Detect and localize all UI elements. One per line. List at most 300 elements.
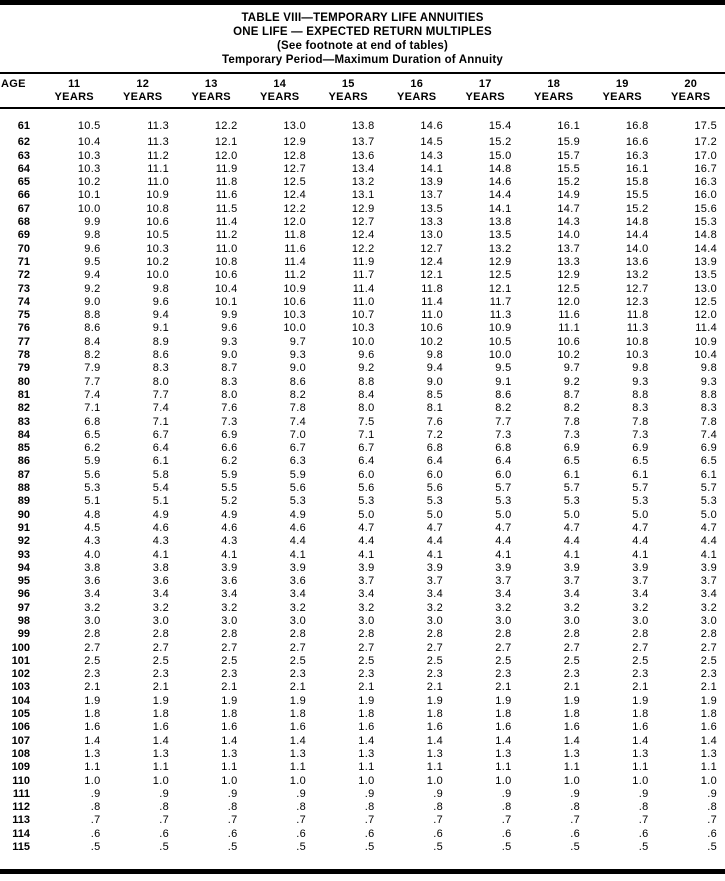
multiple-cell: 10.9 — [146, 189, 169, 202]
multiple-cell: 1.4 — [84, 734, 101, 747]
multiple-cell: 3.0 — [358, 614, 375, 627]
multiple-cell: 10.7 — [351, 309, 375, 322]
multiple-cell: 1.9 — [563, 694, 580, 707]
multiple-cell: 3.9 — [289, 561, 306, 574]
multiple-cell: 1.3 — [84, 747, 101, 760]
multiple-cell: 1.8 — [152, 708, 169, 721]
table-row — [0, 203, 725, 216]
multiple-cell: 1.9 — [358, 694, 375, 707]
table-row — [0, 243, 725, 256]
multiple-cell: .9 — [570, 787, 580, 800]
table-row — [0, 322, 725, 335]
table-row — [0, 549, 725, 562]
multiple-cell: 15.2 — [625, 202, 649, 215]
table-row — [0, 349, 725, 362]
multiple-cell: 12.0 — [694, 309, 717, 322]
multiple-cell: 11.5 — [215, 202, 238, 215]
multiple-cell: .9 — [501, 787, 512, 800]
multiple-cell: 1.3 — [700, 747, 717, 760]
multiple-cell: 10.3 — [77, 149, 101, 162]
year-unit-label: YEARS — [123, 91, 163, 103]
multiple-cell: 10.0 — [77, 202, 101, 215]
multiple-cell: 6.1 — [700, 468, 717, 481]
multiple-cell: .8 — [364, 801, 375, 814]
multiple-cell: 2.3 — [495, 668, 512, 681]
age-cell: 70 — [17, 242, 30, 255]
multiple-cell: 1.1 — [221, 761, 238, 774]
multiple-cell: 15.5 — [557, 162, 580, 175]
multiple-cell: 4.1 — [152, 548, 169, 561]
multiple-cell: 4.6 — [152, 521, 169, 534]
multiple-cell: 5.7 — [632, 482, 649, 495]
multiple-cell: 11.6 — [215, 189, 238, 202]
multiple-cell: 2.7 — [495, 641, 512, 654]
multiple-cell: 10.6 — [146, 216, 169, 229]
multiple-cell: 10.0 — [283, 322, 306, 335]
multiple-cell: 1.1 — [495, 761, 512, 774]
multiple-cell: 13.8 — [351, 119, 375, 132]
multiple-cell: 15.7 — [557, 149, 580, 162]
year-column-header — [588, 73, 657, 108]
multiple-cell: 16.7 — [694, 162, 717, 175]
multiple-cell: 13.5 — [420, 202, 443, 215]
age-cell: 107 — [11, 734, 30, 747]
multiple-cell: 8.0 — [221, 388, 238, 401]
multiple-cell: 14.0 — [625, 242, 649, 255]
multiple-cell: 14.1 — [488, 202, 512, 215]
multiple-cell: 1.8 — [221, 708, 238, 721]
age-cell: 89 — [17, 495, 30, 508]
multiple-cell: 4.4 — [426, 535, 443, 548]
multiple-cell: 1.0 — [495, 774, 512, 787]
multiple-cell: 5.4 — [152, 482, 169, 495]
multiple-cell: 4.3 — [221, 535, 238, 548]
multiple-cell: 16.3 — [694, 176, 717, 189]
multiple-cell: 9.6 — [84, 242, 101, 255]
multiple-cell: 10.3 — [625, 349, 649, 362]
multiple-cell: 11.4 — [352, 282, 375, 295]
multiple-cell: .8 — [90, 801, 101, 814]
multiple-cell: 11.3 — [626, 322, 649, 335]
multiple-cell: 5.6 — [426, 482, 443, 495]
multiple-cell: 11.2 — [215, 229, 238, 242]
multiple-cell: .6 — [707, 827, 717, 840]
multiple-cell: 1.3 — [358, 747, 375, 760]
multiple-cell: 6.7 — [152, 428, 169, 441]
multiple-cell: 4.7 — [563, 521, 580, 534]
table-row — [0, 189, 725, 202]
multiple-cell: 5.3 — [84, 482, 101, 495]
multiple-cell: 1.1 — [152, 761, 169, 774]
multiple-cell: 7.3 — [221, 415, 238, 428]
multiple-cell: 8.8 — [358, 375, 375, 388]
multiple-cell: 15.3 — [694, 216, 717, 229]
multiple-cell: 4.3 — [84, 535, 101, 548]
multiple-cell: 8.1 — [426, 402, 443, 415]
multiple-cell: 9.0 — [84, 295, 101, 308]
age-cell: 98 — [17, 614, 30, 627]
table-row — [0, 814, 725, 827]
multiple-cell: 13.2 — [625, 269, 649, 282]
multiple-cell: .7 — [90, 814, 101, 827]
multiple-cell: 1.8 — [700, 708, 717, 721]
multiple-cell: 4.1 — [289, 548, 306, 561]
multiple-cell: 4.4 — [358, 535, 375, 548]
table-title-line-1: TABLE VIII—TEMPORARY LIFE ANNUITIES — [241, 12, 484, 24]
multiple-cell: 10.8 — [146, 202, 169, 215]
multiple-cell: 8.2 — [563, 402, 580, 415]
multiple-cell: 9.6 — [358, 349, 375, 362]
multiple-cell: 3.0 — [152, 614, 169, 627]
multiple-cell: 13.2 — [351, 176, 375, 189]
multiple-cell: .8 — [570, 801, 580, 814]
table-row — [0, 522, 725, 535]
multiple-cell: 7.4 — [84, 388, 101, 401]
multiple-cell: 10.6 — [214, 269, 238, 282]
age-cell: 82 — [17, 402, 30, 415]
multiple-cell: 14.4 — [694, 242, 717, 255]
top-border-rule — [0, 0, 725, 5]
table-row — [0, 735, 725, 748]
multiple-cell: 3.2 — [152, 601, 169, 614]
multiple-cell: 3.7 — [358, 575, 375, 588]
age-cell: 65 — [17, 176, 30, 189]
multiple-cell: 6.7 — [358, 442, 375, 455]
multiple-cell: 3.7 — [563, 575, 580, 588]
multiple-cell: 4.9 — [221, 508, 238, 521]
multiple-cell: 10.6 — [420, 322, 443, 335]
multiple-cell: 6.4 — [426, 455, 443, 468]
multiple-cell: 11.7 — [352, 269, 375, 282]
age-cell: 63 — [17, 149, 30, 162]
multiple-cell: 12.4 — [283, 189, 306, 202]
multiple-cell: 3.4 — [426, 588, 443, 601]
year-column-header — [520, 73, 589, 108]
table-row — [0, 402, 725, 415]
multiple-cell: 15.2 — [488, 136, 512, 149]
multiple-cell: 12.9 — [283, 136, 306, 149]
multiple-cell: 3.0 — [700, 614, 717, 627]
multiple-cell: 11.6 — [284, 242, 306, 255]
multiple-cell: .6 — [638, 827, 649, 840]
age-cell: 113 — [12, 814, 30, 827]
multiple-cell: 12.4 — [420, 255, 443, 268]
age-cell: 76 — [17, 322, 30, 335]
table-row — [0, 615, 725, 628]
year-column-header — [657, 73, 725, 108]
multiple-cell: 12.5 — [557, 282, 580, 295]
multiple-cell: 13.5 — [694, 269, 717, 282]
multiple-cell: 11.2 — [147, 149, 169, 162]
age-cell: 62 — [17, 136, 30, 149]
table-row — [0, 588, 725, 601]
multiple-cell: 8.8 — [700, 388, 717, 401]
multiple-cell: 3.0 — [563, 614, 580, 627]
multiple-cell: 13.7 — [557, 242, 580, 255]
age-cell: 103 — [11, 681, 30, 694]
table-row — [0, 602, 725, 615]
multiple-cell: 2.7 — [358, 641, 375, 654]
multiple-cell: 6.1 — [632, 468, 649, 481]
multiple-cell: 6.7 — [289, 442, 306, 455]
table-row — [0, 482, 725, 495]
multiple-cell: 11.3 — [147, 119, 169, 132]
multiple-cell: 6.4 — [358, 455, 375, 468]
multiple-cell: 11.4 — [284, 255, 306, 268]
table-row — [0, 695, 725, 708]
multiple-cell: 10.5 — [77, 119, 101, 132]
multiple-cell: 7.8 — [700, 415, 717, 428]
multiple-cell: 9.3 — [700, 375, 717, 388]
table-row — [0, 336, 725, 349]
multiple-cell: 12.0 — [283, 216, 306, 229]
table-row — [0, 296, 725, 309]
multiple-cell: 9.6 — [152, 295, 169, 308]
table-row — [0, 668, 725, 681]
multiple-cell: 3.6 — [84, 575, 101, 588]
age-cell: 79 — [17, 362, 30, 375]
multiple-cell: 2.5 — [289, 654, 306, 667]
multiple-cell: 9.2 — [563, 375, 580, 388]
annuity-table — [0, 72, 725, 854]
age-cell: 93 — [17, 548, 30, 561]
multiple-cell: 4.7 — [700, 521, 717, 534]
table-row — [0, 788, 725, 801]
multiple-cell: 2.1 — [84, 681, 101, 694]
multiple-cell: 12.5 — [694, 295, 717, 308]
multiple-cell: .8 — [159, 801, 169, 814]
multiple-cell: 13.9 — [420, 176, 443, 189]
multiple-cell: 10.3 — [77, 162, 101, 175]
age-cell: 72 — [17, 269, 30, 282]
multiple-cell: 11.6 — [558, 309, 580, 322]
multiple-cell: 4.0 — [84, 548, 101, 561]
table-row — [0, 216, 725, 229]
table-row — [0, 655, 725, 668]
year-column-header — [451, 73, 520, 108]
multiple-cell: 2.5 — [426, 654, 443, 667]
multiple-cell: 1.3 — [426, 747, 443, 760]
multiple-cell: 9.5 — [84, 255, 101, 268]
multiple-cell: 1.6 — [358, 721, 375, 734]
multiple-cell: 14.3 — [420, 149, 443, 162]
multiple-cell: 14.3 — [557, 216, 580, 229]
multiple-cell: 1.0 — [426, 774, 443, 787]
table-body — [0, 108, 725, 854]
multiple-cell: 2.8 — [700, 628, 717, 641]
multiple-cell: 14.8 — [694, 229, 717, 242]
table-row — [0, 416, 725, 429]
multiple-cell: 6.3 — [289, 455, 306, 468]
multiple-cell: 10.6 — [283, 295, 306, 308]
age-cell: 108 — [11, 747, 30, 760]
multiple-cell: 2.7 — [84, 641, 101, 654]
multiple-cell: 1.6 — [426, 721, 443, 734]
multiple-cell: 7.3 — [563, 428, 580, 441]
multiple-cell: 12.3 — [625, 295, 649, 308]
multiple-cell: 11.8 — [284, 229, 306, 242]
multiple-cell: 1.3 — [152, 747, 169, 760]
multiple-cell: 3.6 — [221, 575, 238, 588]
multiple-cell: 8.2 — [495, 402, 512, 415]
multiple-cell: 10.2 — [77, 176, 101, 189]
multiple-cell: 3.2 — [495, 601, 512, 614]
multiple-cell: 8.7 — [563, 388, 580, 401]
multiple-cell: 5.3 — [563, 495, 580, 508]
multiple-cell: 13.5 — [488, 229, 512, 242]
multiple-cell: 9.3 — [632, 375, 649, 388]
age-cell: 69 — [17, 229, 30, 242]
table-row — [0, 575, 725, 588]
multiple-cell: 11.4 — [421, 295, 443, 308]
multiple-cell: 13.4 — [351, 162, 375, 175]
multiple-cell: 9.2 — [358, 362, 375, 375]
age-cell: 101 — [11, 654, 30, 667]
multiple-cell: 2.5 — [700, 654, 717, 667]
multiple-cell: 3.0 — [426, 614, 443, 627]
year-unit-label: YEARS — [465, 91, 505, 103]
multiple-cell: 6.0 — [495, 468, 512, 481]
year-unit-label: YEARS — [602, 91, 642, 103]
multiple-cell: 12.7 — [625, 282, 649, 295]
age-cell: 96 — [17, 588, 30, 601]
multiple-cell: 3.4 — [289, 588, 306, 601]
multiple-cell: 1.0 — [152, 774, 169, 787]
age-cell: 112 — [12, 801, 30, 814]
multiple-cell: .6 — [570, 827, 580, 840]
multiple-cell: 3.4 — [495, 588, 512, 601]
multiple-cell: .5 — [159, 841, 169, 854]
multiple-cell: 4.1 — [632, 548, 649, 561]
age-cell: 85 — [17, 442, 30, 455]
table-footnote-line: (See footnote at end of tables) — [276, 40, 449, 52]
multiple-cell: 5.3 — [426, 495, 443, 508]
bottom-border-rule — [0, 869, 725, 874]
year-unit-label: YEARS — [328, 91, 368, 103]
multiple-cell: 3.9 — [700, 561, 717, 574]
multiple-cell: 1.0 — [358, 774, 375, 787]
multiple-cell: 4.9 — [289, 508, 306, 521]
multiple-cell: 5.9 — [221, 468, 238, 481]
table-row — [0, 269, 725, 282]
multiple-cell: 7.4 — [289, 415, 306, 428]
multiple-cell: 1.9 — [495, 694, 512, 707]
multiple-cell: 7.3 — [632, 428, 649, 441]
table-subtitle-line: Temporary Period—Maximum Duration of Annuity — [222, 54, 503, 66]
age-cell: 97 — [17, 601, 30, 614]
multiple-cell: 12.1 — [214, 136, 238, 149]
multiple-cell: 15.2 — [557, 176, 580, 189]
multiple-cell: 2.8 — [563, 628, 580, 641]
age-column-header: AGE — [0, 73, 40, 108]
age-cell: 81 — [17, 388, 30, 401]
multiple-cell: 2.3 — [426, 668, 443, 681]
multiple-cell: 10.5 — [488, 335, 512, 348]
multiple-cell: 3.4 — [700, 588, 717, 601]
multiple-cell: 4.7 — [632, 521, 649, 534]
age-cell: 74 — [17, 295, 30, 308]
multiple-cell: 16.0 — [694, 189, 717, 202]
multiple-cell: 10.8 — [625, 335, 649, 348]
multiple-cell: 6.0 — [358, 468, 375, 481]
multiple-cell: 9.0 — [426, 375, 443, 388]
multiple-cell: 7.1 — [152, 415, 169, 428]
multiple-cell: .6 — [364, 827, 375, 840]
age-cell: 91 — [17, 521, 30, 534]
multiple-cell: 2.1 — [358, 681, 375, 694]
multiple-cell: 8.2 — [289, 388, 306, 401]
multiple-cell: 2.8 — [495, 628, 512, 641]
multiple-cell: 7.8 — [632, 415, 649, 428]
multiple-cell: 3.0 — [221, 614, 238, 627]
age-cell: 78 — [17, 349, 30, 362]
multiple-cell: 14.5 — [420, 136, 443, 149]
multiple-cell: 3.2 — [700, 601, 717, 614]
multiple-cell: 3.0 — [84, 614, 101, 627]
multiple-cell: .7 — [227, 814, 238, 827]
multiple-cell: 11.1 — [147, 162, 169, 175]
age-cell: 94 — [17, 561, 30, 574]
table-row — [0, 389, 725, 402]
multiple-cell: 4.1 — [358, 548, 375, 561]
multiple-cell: 4.6 — [221, 521, 238, 534]
multiple-cell: 1.8 — [84, 708, 101, 721]
multiple-cell: .9 — [227, 787, 238, 800]
year-column-header — [383, 73, 452, 108]
age-cell: 95 — [17, 575, 30, 588]
multiple-cell: 3.2 — [632, 601, 649, 614]
table-row — [0, 108, 725, 136]
multiple-cell: 14.0 — [557, 229, 580, 242]
multiple-cell: 17.5 — [694, 119, 717, 132]
multiple-cell: 1.4 — [358, 734, 375, 747]
multiple-cell: 14.6 — [420, 119, 443, 132]
multiple-cell: 5.7 — [563, 482, 580, 495]
multiple-cell: 8.8 — [632, 388, 649, 401]
multiple-cell: 8.6 — [84, 322, 101, 335]
multiple-cell: 2.3 — [289, 668, 306, 681]
multiple-cell: .8 — [433, 801, 443, 814]
multiple-cell: 5.3 — [495, 495, 512, 508]
age-cell: 64 — [17, 162, 30, 175]
multiple-cell: 15.5 — [625, 189, 649, 202]
multiple-cell: 2.7 — [221, 641, 238, 654]
multiple-cell: 7.4 — [700, 428, 717, 441]
multiple-cell: 1.6 — [221, 721, 238, 734]
table-row — [0, 721, 725, 734]
multiple-cell: .5 — [501, 841, 512, 854]
multiple-cell: 8.6 — [289, 375, 306, 388]
multiple-cell: 1.0 — [632, 774, 649, 787]
multiple-cell: 2.7 — [426, 641, 443, 654]
multiple-cell: 12.0 — [557, 295, 580, 308]
multiple-cell: 3.8 — [84, 561, 101, 574]
age-cell: 90 — [17, 508, 30, 521]
multiple-cell: 6.4 — [152, 442, 169, 455]
multiple-cell: 5.5 — [221, 482, 238, 495]
year-number-label: 12 — [136, 78, 150, 90]
multiple-cell: 12.9 — [557, 269, 580, 282]
multiple-cell: 1.4 — [632, 734, 649, 747]
multiple-cell: 15.8 — [625, 176, 649, 189]
table-row — [0, 163, 725, 176]
multiple-cell: .9 — [364, 787, 375, 800]
table-row — [0, 309, 725, 322]
table-row — [0, 229, 725, 242]
multiple-cell: 3.9 — [358, 561, 375, 574]
multiple-cell: 8.4 — [84, 335, 101, 348]
multiple-cell: 16.1 — [625, 162, 649, 175]
